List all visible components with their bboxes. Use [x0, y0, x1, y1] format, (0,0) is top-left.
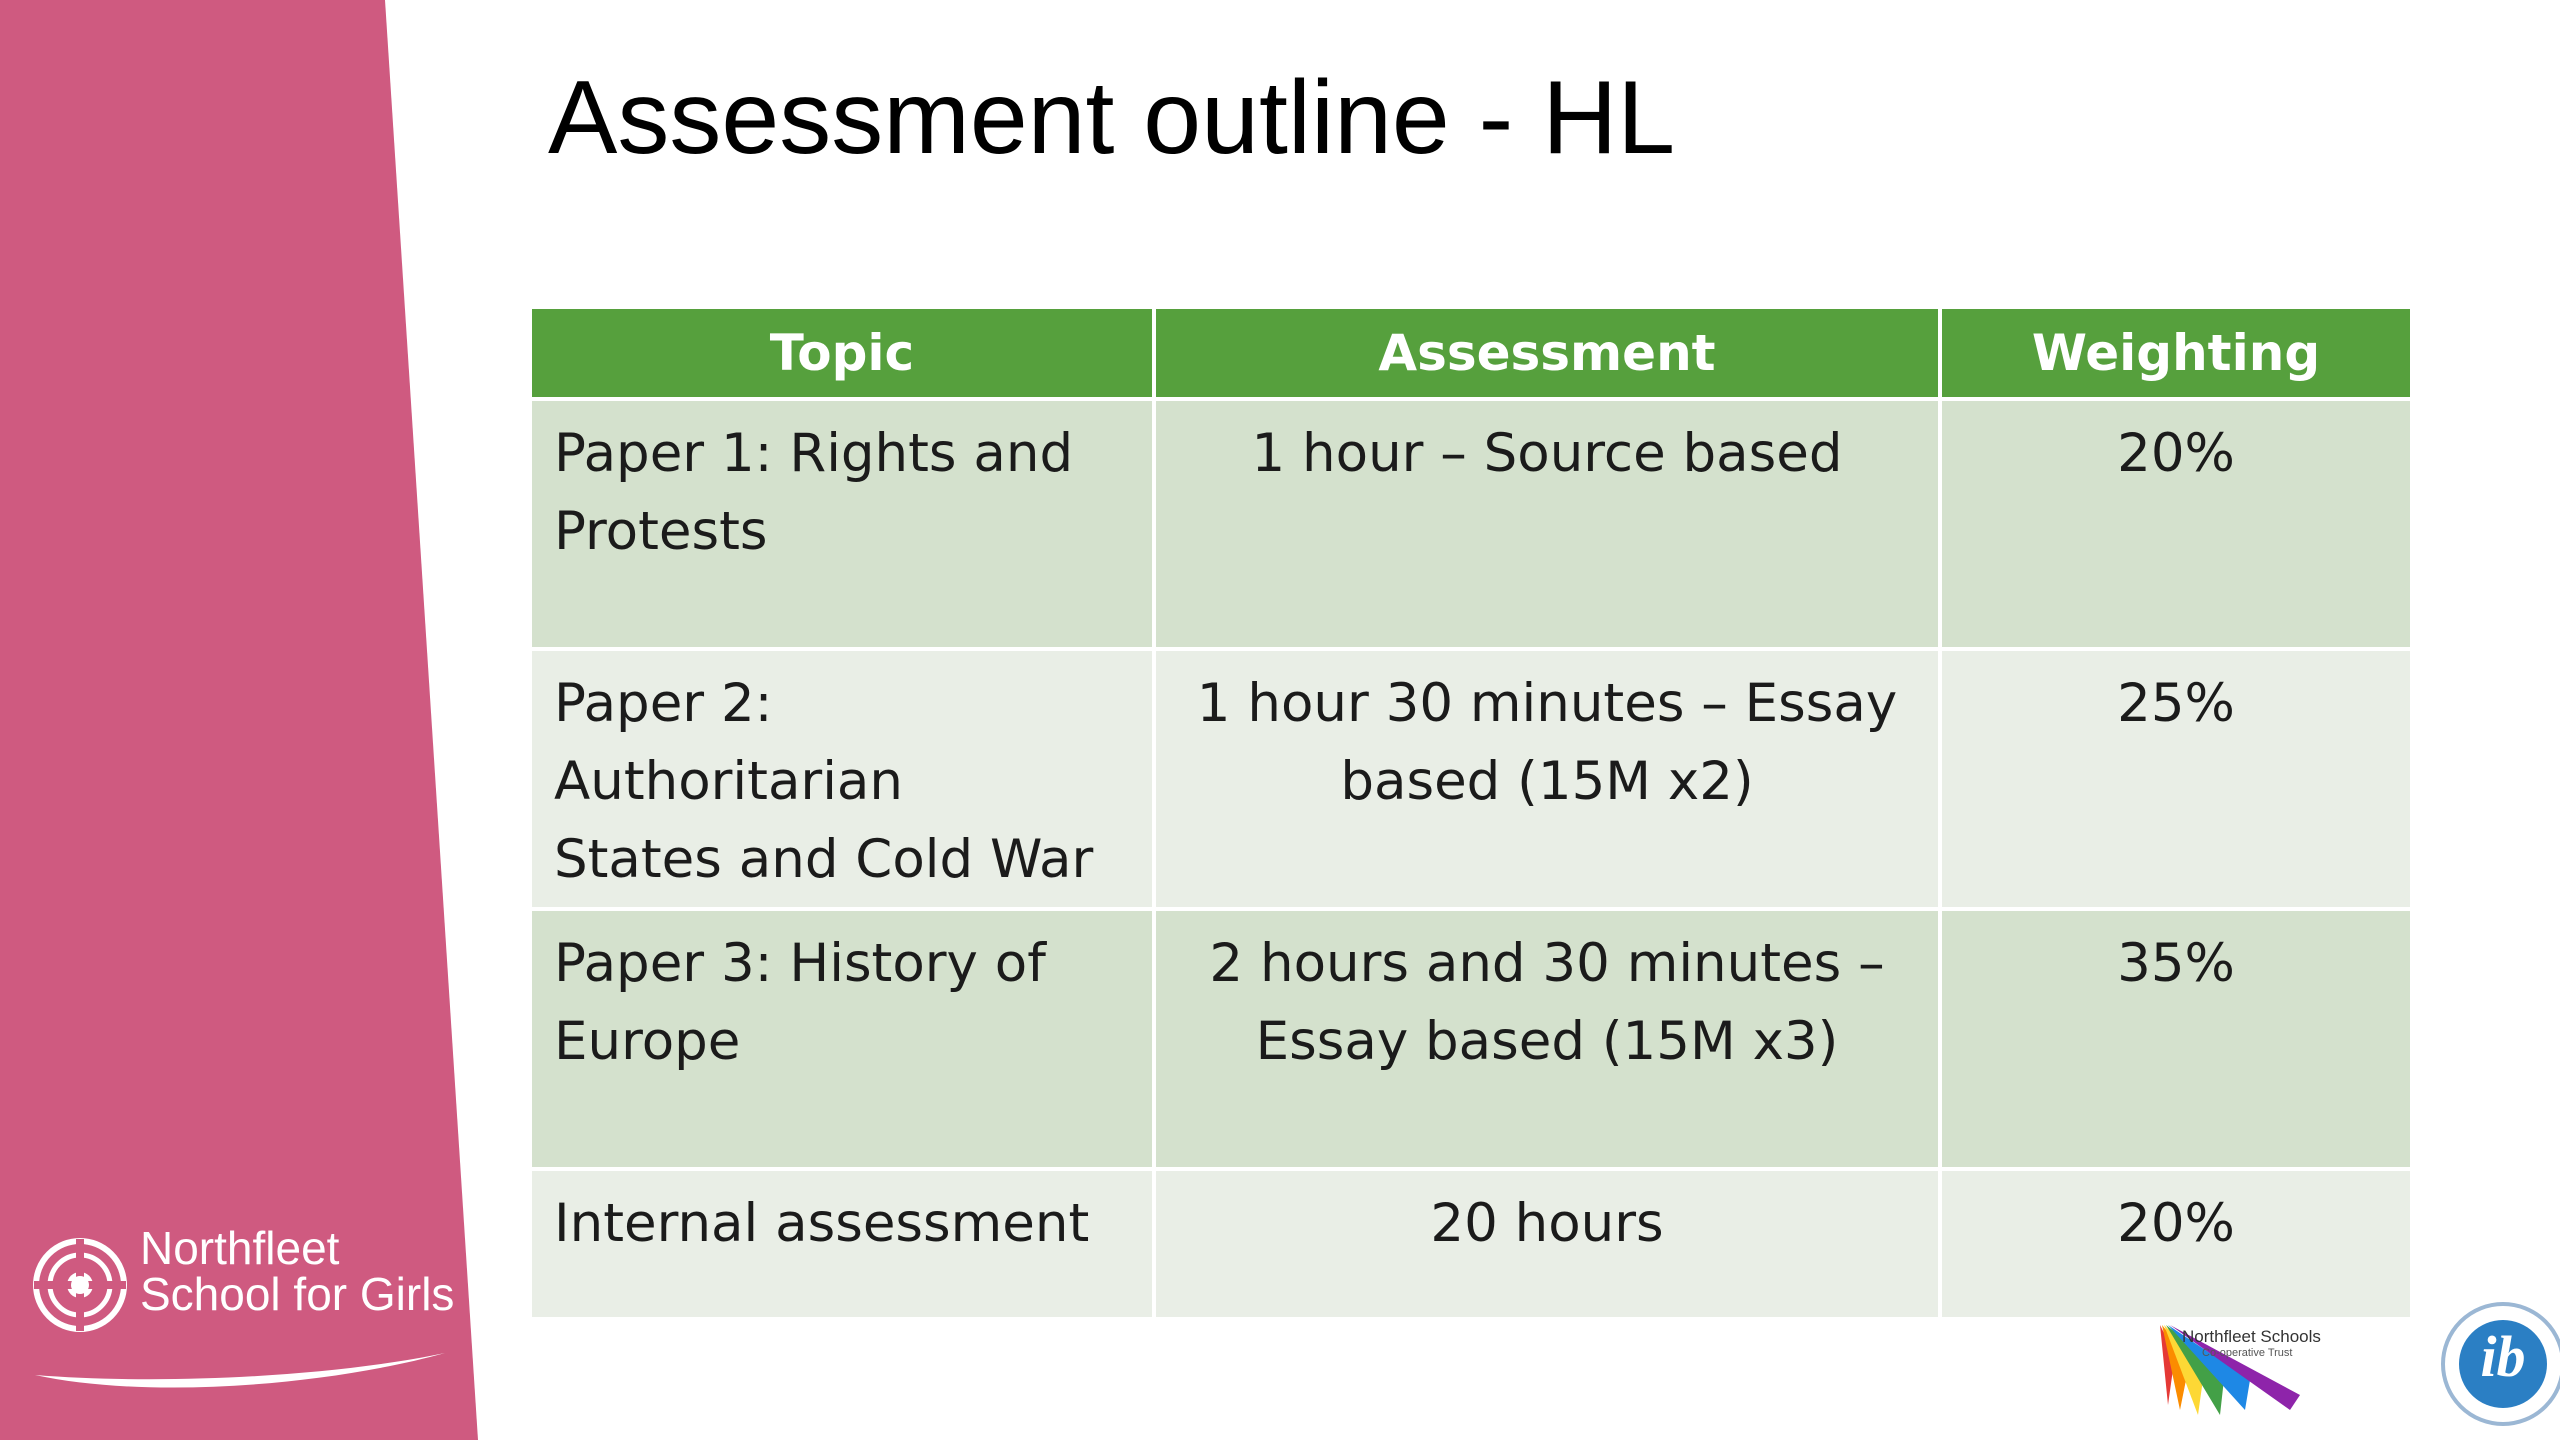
topic-line: States and Cold War [554, 829, 1094, 890]
topic-line: Paper 3: History of [554, 933, 1046, 994]
trust-subtitle: Co-operative Trust [2202, 1347, 2293, 1359]
school-name [140, 1222, 455, 1320]
table-row [530, 1169, 2412, 1319]
school-crest-icon [30, 1235, 130, 1335]
trust-name: Northfleet Schools [2182, 1327, 2321, 1346]
weighting-cell: 25% [1940, 649, 2412, 909]
table-row [530, 399, 2412, 649]
assessment-cell [1154, 649, 1940, 909]
assessment-cell [1154, 399, 1940, 649]
topic-cell [530, 649, 1154, 909]
topic-cell [530, 1169, 1154, 1319]
assessment-cell [1154, 909, 1940, 1169]
topic-cell [530, 909, 1154, 1169]
table-header-row [530, 307, 2412, 399]
assessment-cell [1154, 1169, 1940, 1319]
weighting-cell: 20% [1940, 1169, 2412, 1319]
assessment-line: 1 hour – Source based [1251, 423, 1843, 484]
assessment-line: 20 hours [1430, 1193, 1664, 1254]
topic-line: Paper 1: Rights and [554, 423, 1074, 484]
ib-logo-text: ib [2480, 1324, 2526, 1389]
logo-swoosh-icon [30, 1345, 470, 1395]
school-name-line2: School for Girls [140, 1268, 455, 1320]
assessment-table [528, 305, 2414, 1321]
assessment-line: Essay based (15M x3) [1255, 1011, 1839, 1072]
header-weighting: Weighting [1940, 307, 2412, 399]
weighting-cell: 35% [1940, 909, 2412, 1169]
header-assessment: Assessment [1154, 307, 1940, 399]
table-row [530, 649, 2412, 909]
slide-title: Assessment outline - HL [548, 60, 1676, 176]
header-topic: Topic [530, 307, 1154, 399]
topic-line: Protests [554, 501, 768, 562]
weighting-cell: 20% [1940, 399, 2412, 649]
school-logo [30, 1222, 470, 1405]
topic-line: Europe [554, 1011, 741, 1072]
assessment-line: 1 hour 30 minutes – Essay [1196, 673, 1898, 734]
topic-line: Internal assessment [554, 1193, 1090, 1254]
table-row [530, 909, 2412, 1169]
school-name-line1: Northfleet [140, 1222, 340, 1274]
assessment-line: 2 hours and 30 minutes – [1209, 933, 1885, 994]
topic-cell [530, 399, 1154, 649]
partner-logos [2140, 1295, 2560, 1440]
topic-line: Paper 2: Authoritarian [554, 673, 904, 812]
assessment-line: based (15M x2) [1340, 751, 1754, 812]
